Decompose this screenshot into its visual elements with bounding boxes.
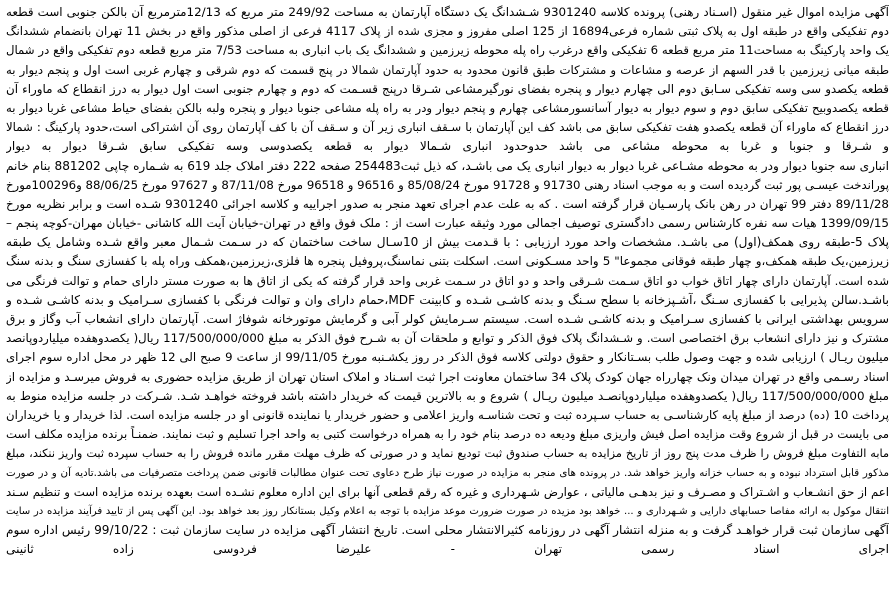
notice-line: می بایست در قبل از شروع وقت مزایده اصل فیش واریزی مبلغ ودیعه ده درصد بنام خود را به همراه درخواست کتبی به واحد اجرا تسلیم و ثبت نمایند. ضمنـاً برنده مزایده مکلف است — [6, 427, 889, 442]
notice-line: قطعه یکصدو سی وسه تفکیکی سـابق دوم الی چهارم دیوار و پنجره بفضای نورگیرمشاعی شـرقا درپنج قسـمت که دوم و چهارم جنوبی است اول دیوار به درز انقطاع که ماوراء آن — [6, 81, 889, 96]
notice-line: اسناد رسـمی واقع در تهران میدان ونک چهارراه جهان کودک پلاک 34 ساختمان معاونت اجرا ثبت اسـناد و املاک استان تهران از طریق مزایده حضوری به فروش میرسـد و مزایده از — [6, 369, 889, 384]
notice-line: اعم از حق انشـعاب و اشـتراک و مصـرف و نیز بدهـی مالیاتی ، عوارض شـهرداری و غیره که رقم قطعی آنها برای این اداره معلوم نشـده است بعهده برنده مزایده است و تنظیم سـند — [6, 484, 889, 499]
notice-line: مذکور قابل استرداد نبوده و به حساب خزانه واریز خواهد شد. در پرونده های منجر به مزایده در صورت نیاز طرح دعاوی تحت عنوان مطالبات قانونی ضمن پرداخت متصرفیات می باشد.تادیه آن و در صورت — [6, 466, 889, 479]
notice-line: دوم تفکیکی واقع در طبقه اول به پلاک ثبتی شماره فرعی16894 از 125 اصلی مفروز و مجزی شده از پلاک 4117 فرعی از اصلی مذکور واقع در بخش 11 تهران بانضمام ششدانگ — [6, 24, 889, 39]
auction-notice-text — [6, 3, 889, 588]
notice-line: باشـد.سالن پذیرایی با کفسازی سـنگ ،آشـپزخانه با سطح سـنگ و بدنه کاشـی شـده و کابینت MDF،حمام دارای وان و توالت فرنگی با کفسازی سـرامیک و بدنه کاشـی شـده و — [6, 292, 889, 307]
notice-line: پلاک 5-طبقه روی همکف(اول) می باشـد. مشخصات واحد مورد ارزیابی : با قـدمت بیش از 10سـال ساخت ساختمان که در سـمت شـمال معبر واقع شـده وشامل یک طبقه — [6, 235, 889, 250]
notice-line: پرداخت 10 (ده) درصد از مبلغ پایه کارشناسـی به حساب سـپرده ثبت و تحت شناسـه واریز اعلامی و حضور خریدار یا نماینده قانونی او در جلسه مزایده است. لذا خریدار و یا خریداران — [6, 407, 889, 422]
notice-line: و شـرقا و جنوبا و غربا به محوطه مشاعی می باشد حدوحدود انباری شـمالا دیوار به قطعه یکصدوسی وسه تفکیکی سابق شـرقا دیوار به دیوار — [6, 139, 889, 154]
notice-line: شده است. آپارتمان دارای چهار اتاق خواب دو اتاق سـمت شـرقی واحد و دو اتاق در سـمت غربی واحد قرار گرفته که یکی از اتاق ها به صورت مستر دارای حمام و توالت فرنگی می — [6, 273, 889, 288]
notice-signature-line — [6, 559, 889, 578]
notice-line: آگهی مزایده اموال غیر منقول (اسـناد رهنی) پرونده کلاسه 9301240 شـشدانگ یک دستگاه آپارتمان به مساحت 249/92 متر مربع که 12/13مترمربع آن بالکن جنوبی است قطعه — [6, 5, 889, 19]
notice-line: 89/11/28 دفتر 99 تهران در رهن بانک پارسـیان قرار گرفته است . که به علت عدم اجرای تعهد منجر به صدور اجراییه و کلاسه اجرائی 9301240 شـده است و برابر نظریه مورخ — [6, 196, 889, 211]
notice-line: پوراندخت عیسـی پور ثبت گردیده است و به موجب اسناد رهنی 91730 و 91728 مورخ 85/08/24 و 96516 و 96518 مورخ 87/11/08 و 97627 مورخ 88/06/25 و100296مورخ — [6, 177, 889, 192]
notice-line: مشترک و نیز دارای انشعاب برق اختصاصی است. و شـشدانگ پلاک فوق الذکر و توابع و ملحقات آن به شـرح فوق الذکر به مبلغ 117/500/000/000 ریال( یکصدوهفده میلیاردوپانصد — [6, 331, 889, 346]
notice-line: درز انقطاع که ماوراء آن قطعه یکصدو هفت تفکیکی سابق می باشد کف این آپارتمان با سـقف انباری زیر آن و سـقف آن با کف آپارتمان روی آن اشتراکی است،حدود پارکینگ : شمالا — [6, 120, 889, 135]
notice-line: آگهی سازمان ثبت قرار خواهـد گرفت و به منزله انتشار آگهی در روزنامه کثیرالانتشار محلی است. تاریخ انتشار آگهی مزایده در سایت سازمان ثبت : 99/10/22 رئیس اداره سوم — [6, 523, 889, 538]
notice-line: قطعه یکصدوبیح تفکیکی سابق دوم و سوم دیوار به دیوار آسانسورمشاعی چهارم و پنجم دیوار ودر به راه پله مشاعی جنوبا دیوار و پنجره ولبه بالکن بفضای حیاط مشاعی غربا دیوار به — [6, 100, 889, 115]
notice-line: یک واحد پارکینگ به مساحت11 متر مربع قطعه 6 تفکیکی واقع درغرب راه پله محوطه زیرزمین و ششدانگ یک باب انباری به مساحت 7/53 متر مربع قطعه دوم تفکیکی واقع در شمال — [6, 43, 889, 58]
notice-line: طبقه میانی زیرزمین با قدر السهم از عرصه و مشاعات و مشترکات طبق قانون محدود به حدود آپارتمان شمالا در پنج قسمت که دوم شرقی و چهارم غربی است اول و پنجم دیوار به — [6, 62, 889, 77]
notice-line: زیرزمین،یک طبقه همکف،و چهار طبقه فوقانی مجموعا" 5 واحد مسـکونی است. اسکلت بتنی نماسنگ،پروفیل پنجره ها فلزی،زیرزمین،همکف وراه پله با کفسازی سنگ و بدنه سنگ — [6, 254, 889, 269]
notice-line: میلیون ریـال ) ارزیابی شده و جهت وصول طلب بسـتانکار و حقوق دولتی کلاسه فوق الذکر در روز یکشـنبه مورخ 99/11/05 از ساعت 9 صبح الی 12 ظهر در محل اداره سوم اجرای — [6, 350, 889, 365]
notice-line: سرویس بهداشتی ایرانی با کفسازی سـرامیک و بدنه کاشـی شـده است. سیستم سـرمایش کولر آبی و گرمایش موتورخانه شوفاژ است. آپارتمان دارای انشعاب آب وگاز و برق — [6, 312, 889, 326]
notice-line: 1399/09/15 هیات سه نفره کارشناس رسمی دادگستری توصیف اجمالی مورد وثیقه عبارت است از : ملک فوق واقع در تهران-خیابان آیت الله کاشانی -خیابان مهران-کوچه پنجم – — [6, 216, 889, 231]
notice-line: انباری سه جنوبا دیوار ودر به محوطه مشـاعی غربا دیوار به دیوار انباری یک می باشـد، که ذیل ثبت254483 صفحه 222 دفتر املاک جلد 619 به شـماره چاپی 881202 بنام خانم — [6, 158, 889, 173]
notice-line: مبلغ 117/500/000/000 ریال( یکصدوهفده میلیاردوپانصـد میلیون ریـال ) شروع و به بالاترین قیمت که خریدار داشته باشد فروخته خواهـد شـد. شـرکت در جلسه مزایده منوط به — [6, 388, 889, 403]
notice-line: مابه التفاوت مبلغ فروش را ظرف مدت پنج روز از تاریخ مزایده به حساب صندوق ثبت تودیع نماید و در صورتی که ظرف مهلت مقرر مانده فروش را به حساب سپرده ثبت واریز ننکند، مبلغ — [6, 447, 889, 461]
notice-line: انتقال موکول به ارائه مفاصا حسابهای دارایی و شـهرداری و ... خواهد بود مزیده در صورت ضرورت موعد مزایده با توجه به اعلام وکیل بستانکار روز بعد خواهد بود. این آگهی پس از تایید فرآیند مزایده در سایت — [6, 505, 889, 517]
notice-line: اجرای اسناد رسمی تهران - علیرضا فردوسی زاده ثانینی — [6, 542, 889, 557]
